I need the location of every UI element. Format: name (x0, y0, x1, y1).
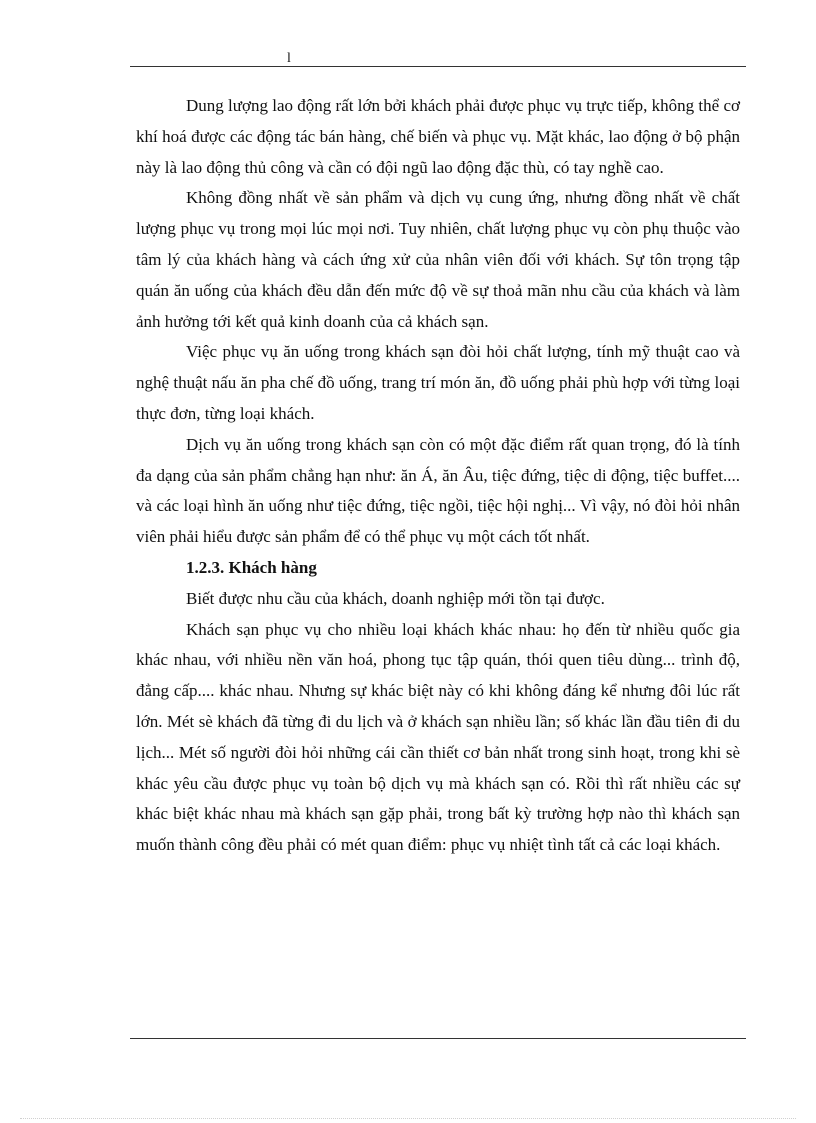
paragraph: Biết được nhu cầu của khách, doanh nghiệp mới tồn tại được. (186, 588, 605, 608)
paragraph: Dịch vụ ăn uống trong khách sạn còn có một đặc điểm rất quan trọng, đó là tính đa dạng của sản phẩm chẳng hạn như: ăn Á, ăn Âu, tiệc đứng, tiệc di động, tiệc buffet.... và các loại hình ăn uống như tiệc đứng, tiệc ngồi, tiệc hội nghị... Vì vậy, nó đòi hỏi nhân viên phải hiểu được sản phẩm để có thể phục vụ một cách tốt nhất. (136, 434, 740, 547)
document-body (136, 91, 740, 861)
paragraph: Khách sạn phục vụ cho nhiều loại khách khác nhau: họ đến từ nhiều quốc gia khác nhau, với nhiều nền văn hoá, phong tục tập quán, thói quen tiêu dùng... trình độ, đẳng cấp.... khác nhau. Nhưng sự khác biệt này có khi không đáng kể nhưng đôi lúc rất lớn. Mét sè khách đã từng đi du lịch và ở khách sạn nhiều lần; số khác lần đầu tiên đi du lịch... Mét số người đòi hỏi những cái cần thiết cơ bản nhất trong sinh hoạt, trong khi sè khác yêu cầu được phục vụ toàn bộ dịch vụ mà khách sạn có. Rồi thì rất nhiều các sự khác biệt khác nhau mà khách sạn gặp phải, trong bất kỳ trường hợp nào thì khách sạn muốn thành công đều phải có mét quan điểm: phục vụ nhiệt tình tất cả các loại khách. (136, 619, 740, 855)
section-heading: 1.2.3. Khách hàng (186, 557, 317, 577)
paragraph: Việc phục vụ ăn uống trong khách sạn đòi hỏi chất lượng, tính mỹ thuật cao và nghệ thuật nấu ăn pha chế đồ uống, trang trí món ăn, đồ uống phải phù hợp với từng loại thực đơn, từng loại khách. (136, 342, 740, 423)
page-edge-divider (20, 1118, 796, 1119)
header-rule (130, 66, 746, 67)
header-page-mark: l (287, 51, 291, 66)
paragraph: Không đồng nhất về sản phẩm và dịch vụ cung ứng, nhưng đồng nhất về chất lượng phục vụ trong mọi lúc mọi nơi. Tuy nhiên, chất lượng phục vụ còn phụ thuộc vào tâm lý của khách hàng và cách ứng xử của nhân viên đối với khách. Sự tôn trọng tập quán ăn uống của khách đều dẫn đến mức độ về sự thoả mãn nhu cầu của khách và làm ảnh hưởng tới kết quả kinh doanh của cả khách sạn. (136, 188, 740, 331)
paragraph: Dung lượng lao động rất lớn bởi khách phải được phục vụ trực tiếp, không thể cơ khí hoá được các động tác bán hàng, chế biến và phục vụ. Mặt khác, lao động ở bộ phận này là lao động thủ công và cần có đội ngũ lao động đặc thù, có tay nghề cao. (136, 96, 740, 177)
footer-rule (130, 1038, 746, 1039)
